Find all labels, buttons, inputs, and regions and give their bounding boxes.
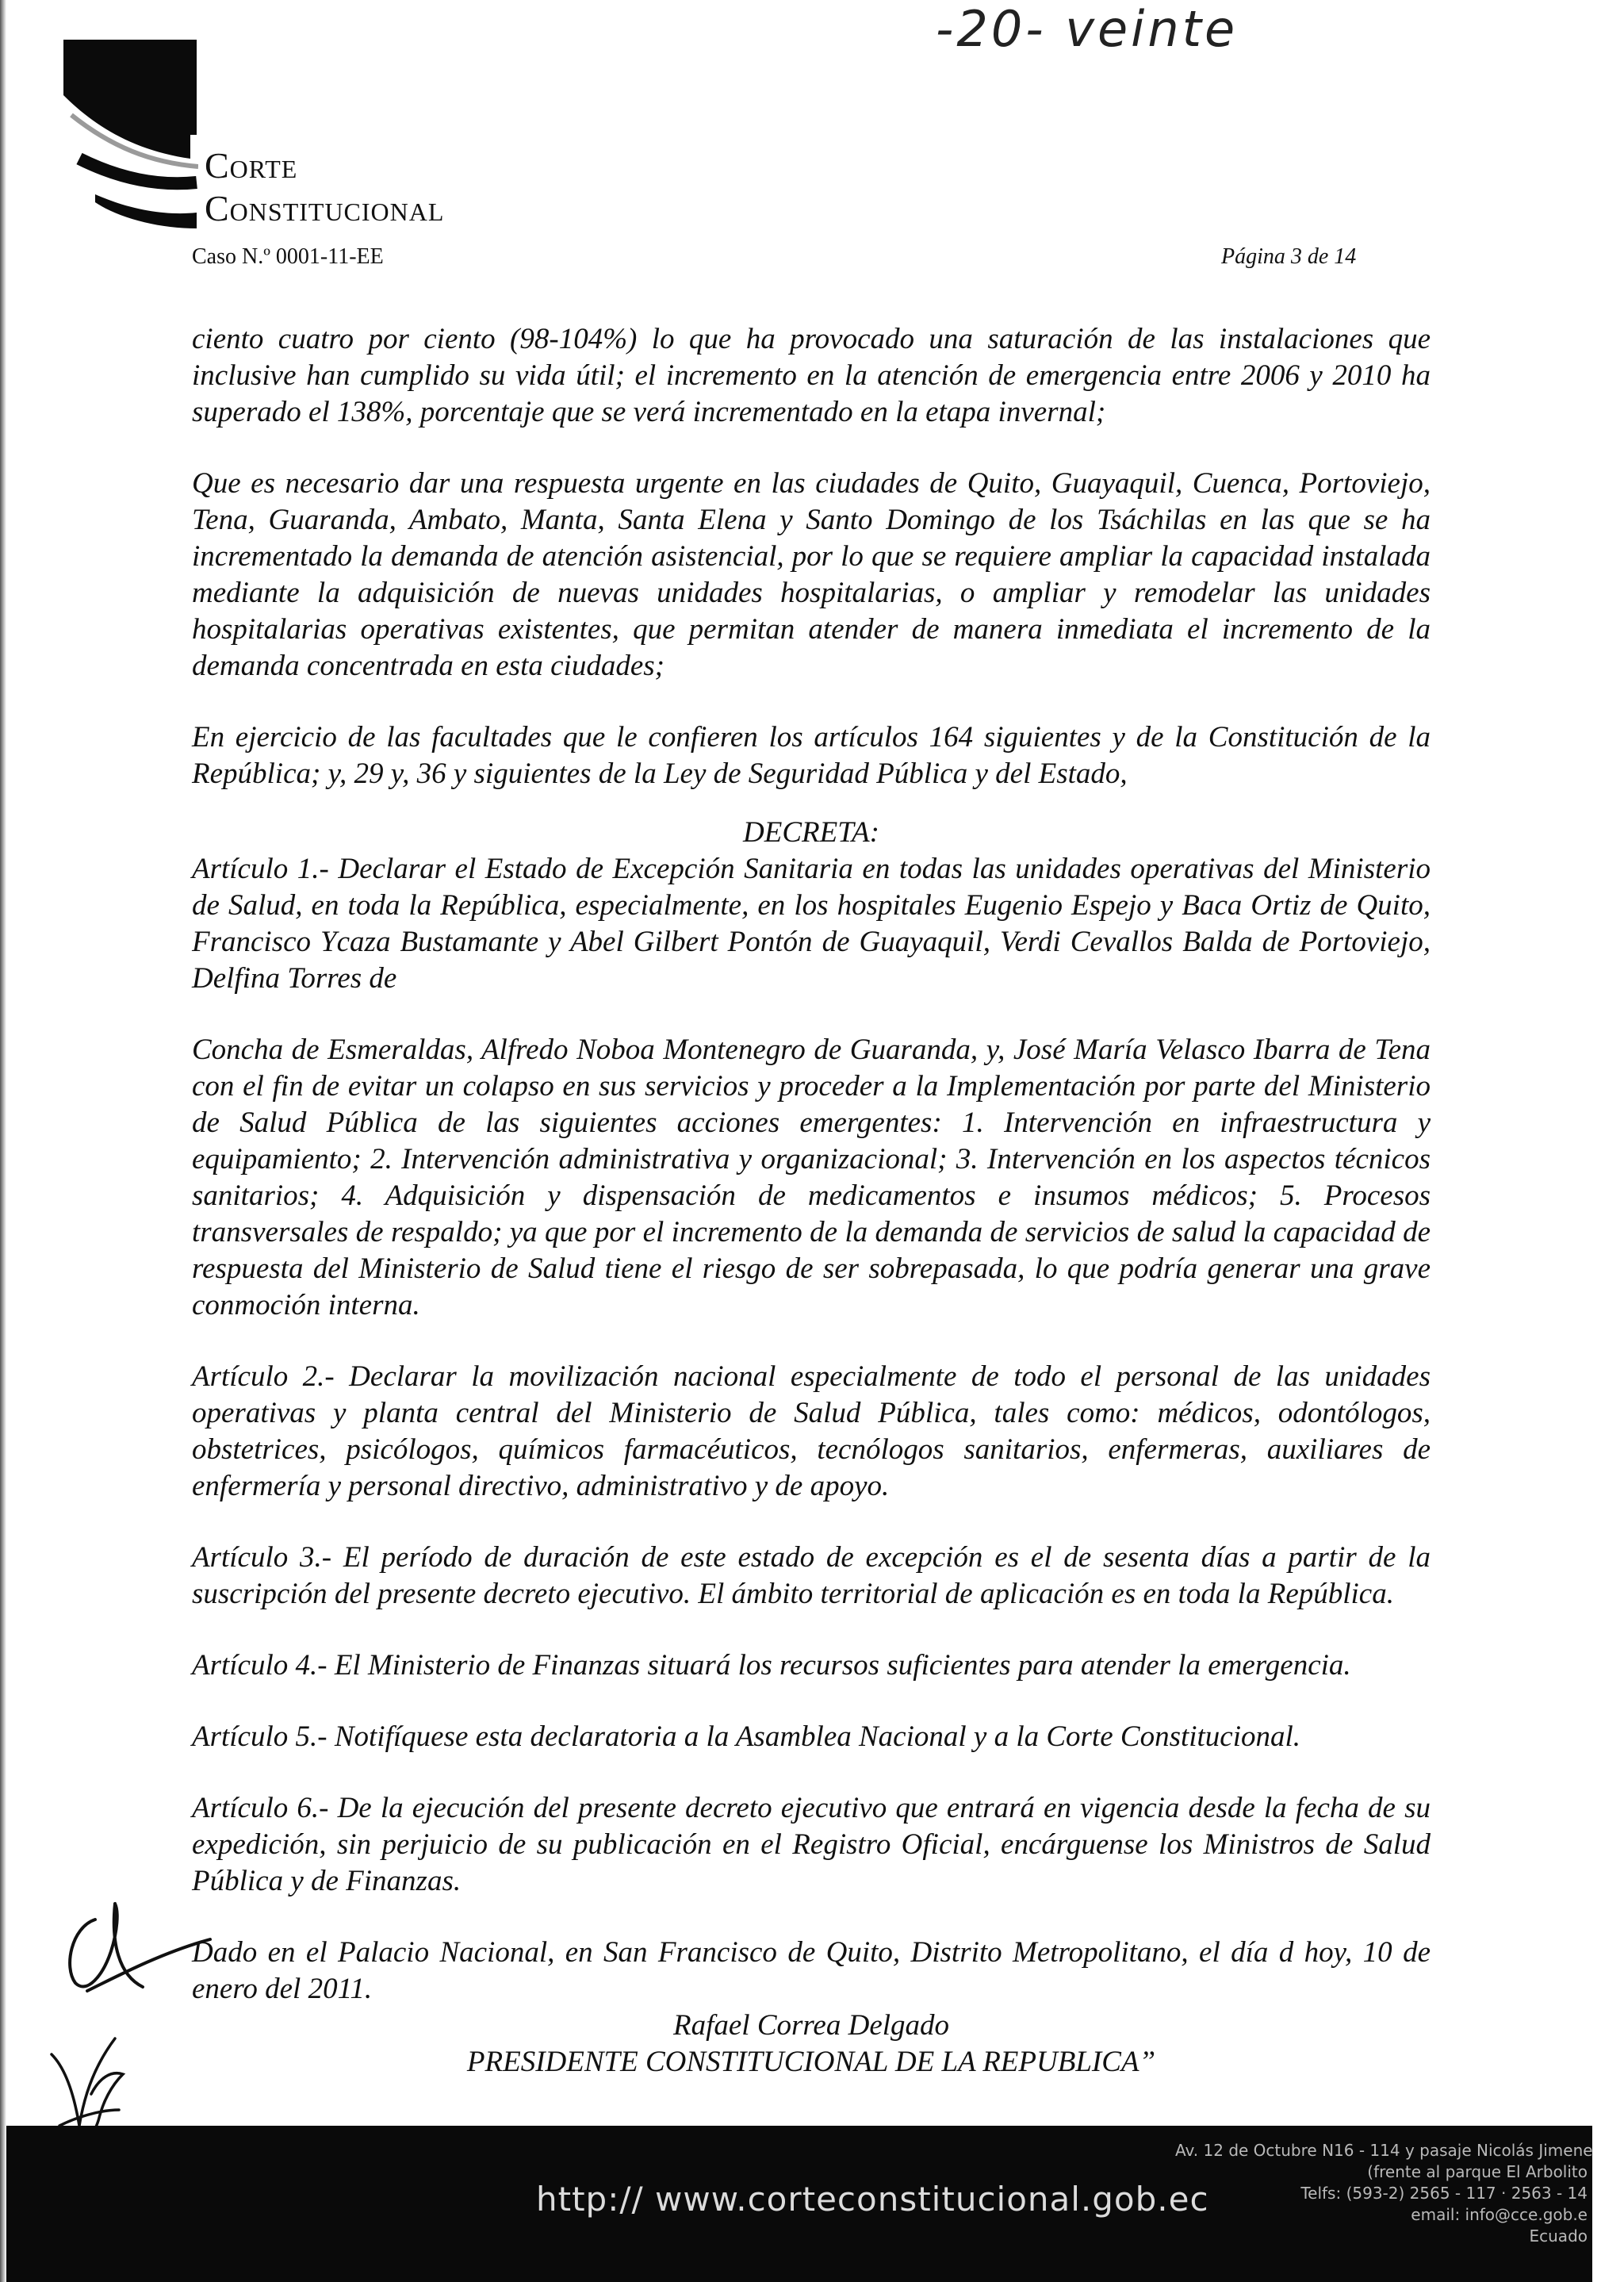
address-line: Av. 12 de Octubre N16 - 114 y pasaje Nicolás Jimene xyxy=(1175,2141,1593,2160)
article-6: Artículo 6.- De la ejecución del presente decreto ejecutivo que entrará en vigencia desde la fecha de su expedición, sin perjuicio de su publicación en el Registro Oficial, encárguense los Ministros de Salud Pública y de Finanzas. xyxy=(192,1792,1431,1897)
paragraph: ciento cuatro por ciento (98-104%) lo que ha provocado una saturación de las instalaciones que inclusive han cumplido su vida útil; el incremento en la atención de emergencia entre 2006 y 2010 ha superado el 138%, porcentaje que se verá incrementado en la etapa invernal; xyxy=(192,323,1431,428)
handwritten-initial-icon xyxy=(56,1896,214,2023)
address-line: Ecuado xyxy=(1529,2226,1588,2246)
closing-statement: Dado en el Palacio Nacional, en San Francisco de Quito, Distrito Metropolitano, el día d hoy, 10 de enero del 2011. xyxy=(192,1936,1431,2005)
paragraph: Que es necesario dar una respuesta urgente en las ciudades de Quito, Guayaquil, Cuenca, Portoviejo, Tena, Guaranda, Ambato, Manta, Santa Elena y Santo Domingo de los Tsáchilas en las que se ha incrementado la demanda de atención asistencial, por lo que se requiere ampliar la capacidad instalada mediante la adquisición de nuevas unidades hospitalarias, o ampliar y remodelar las unidades hospitalarias operativas existentes, que permitan atender de manera inmediata el incremento de la demanda concentrada en esta ciudades; xyxy=(192,467,1431,682)
signatory-title: PRESIDENTE CONSTITUCIONAL DE LA REPUBLICA” xyxy=(466,2046,1156,2078)
article-5: Artículo 5.- Notifíquese esta declaratoria a la Asamblea Nacional y a la Corte Constitucional. xyxy=(192,1720,1301,1753)
footer-bar xyxy=(6,2126,1592,2282)
address-line: (frente al parque El Arbolito xyxy=(1367,2162,1588,2181)
court-logo-icon xyxy=(63,40,198,230)
website-url: http:// www.corteconstitucional.gob.ec xyxy=(536,2180,1209,2219)
brand-line-1: Corte xyxy=(205,145,298,186)
paragraph: En ejercicio de las facultades que le confieren los artículos 164 siguientes y de la Constitución de la República; y, 29 y, 36 y siguientes de la Ley de Seguridad Pública y del Estado, xyxy=(192,721,1431,790)
page-number: Página 3 de 14 xyxy=(1221,244,1357,269)
article-4: Artículo 4.- El Ministerio de Finanzas situará los recursos suficientes para atender la emergencia. xyxy=(192,1649,1351,1682)
handwritten-folio-number: -20- veinte xyxy=(936,0,1239,58)
scan-edge xyxy=(0,0,6,2282)
brand-name xyxy=(205,144,444,230)
address-line: email: info@cce.gob.e xyxy=(1411,2205,1588,2224)
signatory-name: Rafael Correa Delgado xyxy=(672,2009,950,2042)
address-line: Telfs: (593-2) 2565 - 117 · 2563 - 14 xyxy=(1300,2184,1588,2203)
footer-address xyxy=(1175,2140,1593,2247)
case-number: Caso N.º 0001-11-EE xyxy=(192,244,384,269)
article-3: Artículo 3.- El período de duración de este estado de excepción es el de sesenta días a partir de la suscripción del presente decreto ejecutivo. El ámbito territorial de aplicación es en toda la República. xyxy=(192,1541,1431,1610)
decreta-heading: DECRETA: xyxy=(743,816,879,849)
brand-line-2: Constitucional xyxy=(205,188,445,228)
document-body xyxy=(192,321,1431,2081)
article-1-part-1: Artículo 1.- Declarar el Estado de Excepción Sanitaria en todas las unidades operativas del Ministerio de Salud, en toda la República, especialmente, en los hospitales Eugenio Espejo y Baca Ortiz de Quito, Francisco Ycaza Bustamante y Abel Gilbert Pontón de Guayaquil, Verdi Cevallos Balda de Portoviejo, Delfina Torres de xyxy=(192,853,1431,995)
article-1-part-2: Concha de Esmeraldas, Alfredo Noboa Montenegro de Guaranda, y, José María Velasco Ibarra de Tena con el fin de evitar un colapso en sus servicios y proceder a la Implementación por parte del Ministerio de Salud Pública de las siguientes acciones emergentes: 1. Intervención en infraestructura y equipamiento; 2. Intervención administrativa y organizacional; 3. Intervención en los aspectos técnicos sanitarios; 4. Adquisición y dispensación de medicamentos e insumos médicos; 5. Procesos transversales de respaldo; ya que por el incremento de la demanda de servicios de salud la capacidad de respuesta del Ministerio de Salud tiene el riesgo de ser sobrepasada, lo que podría generar una grave conmoción interna. xyxy=(192,1034,1431,1321)
article-2: Artículo 2.- Declarar la movilización nacional especialmente de todo el personal de las unidades operativas y planta central del Ministerio de Salud Pública, tales como: médicos, odontólogos, obstetrices, psicólogos, químicos farmacéuticos, tecnólogos sanitarios, enfermeras, auxiliares de enfermería y personal directivo, administrativo y de apoyo. xyxy=(192,1360,1431,1502)
